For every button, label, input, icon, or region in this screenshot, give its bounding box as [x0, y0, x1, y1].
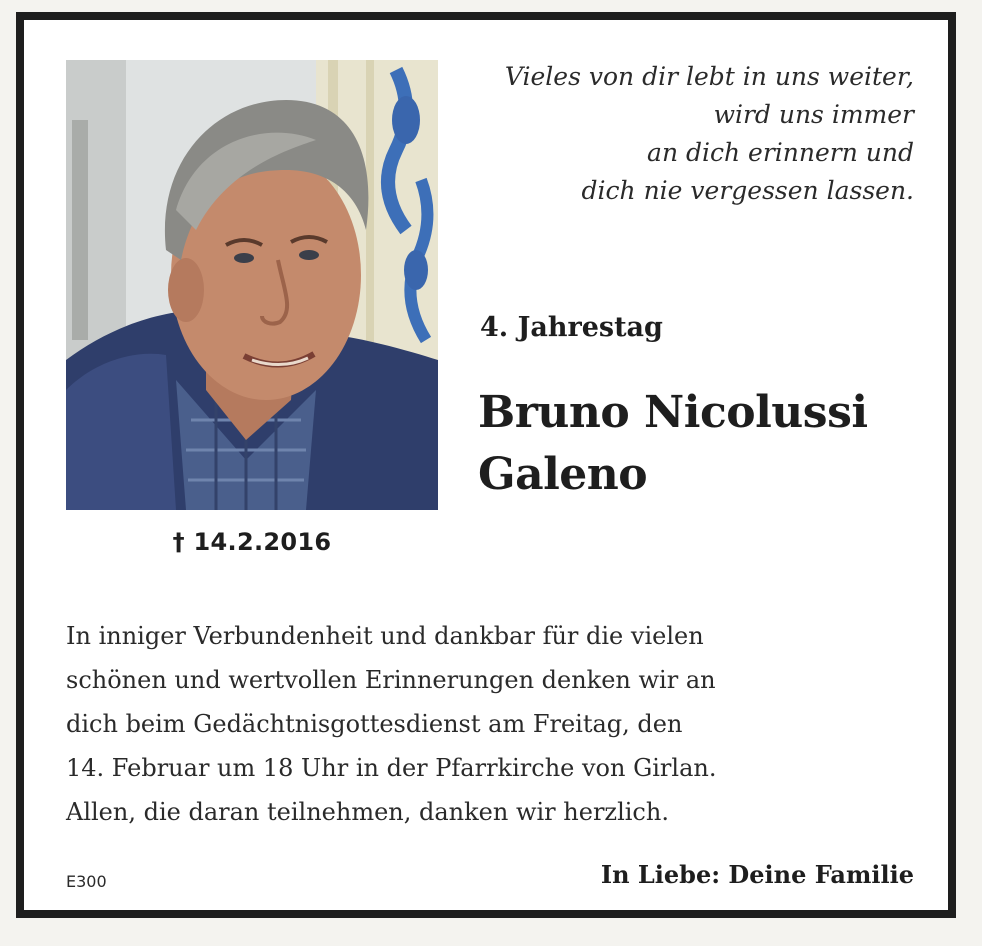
message-line: Allen, die daran teilnehmen, danken wir herzlich. — [66, 798, 669, 826]
anniversary-heading: 4. Jahrestag — [480, 312, 663, 343]
quote-line: wird uns immer — [713, 100, 914, 129]
quote-line: an dich erinnern und — [647, 138, 914, 167]
message-line: In inniger Verbundenheit und dankbar für die vielen — [66, 622, 704, 650]
deceased-name — [478, 382, 868, 506]
message-line: dich beim Gedächtnisgottesdienst am Freitag, den — [66, 710, 683, 738]
portrait-photo — [66, 60, 438, 510]
memorial-message — [66, 614, 926, 834]
memorial-card — [16, 12, 956, 918]
message-line: 14. Februar um 18 Uhr in der Pfarrkirche von Girlan. — [66, 754, 717, 782]
quote-line: Vieles von dir lebt in uns weiter, — [504, 62, 914, 91]
memorial-quote — [454, 58, 914, 210]
message-line: schönen und wertvollen Erinnerungen denken wir an — [66, 666, 716, 694]
portrait-image — [66, 60, 438, 510]
quote-line: dich nie vergessen lassen. — [581, 176, 914, 205]
name-line-2: Galeno — [478, 449, 648, 500]
name-line-1: Bruno Nicolussi — [478, 387, 868, 438]
ad-code: E300 — [66, 872, 107, 891]
family-signature: In Liebe: Deine Familie — [600, 860, 914, 889]
death-date: † 14.2.2016 — [172, 528, 332, 556]
